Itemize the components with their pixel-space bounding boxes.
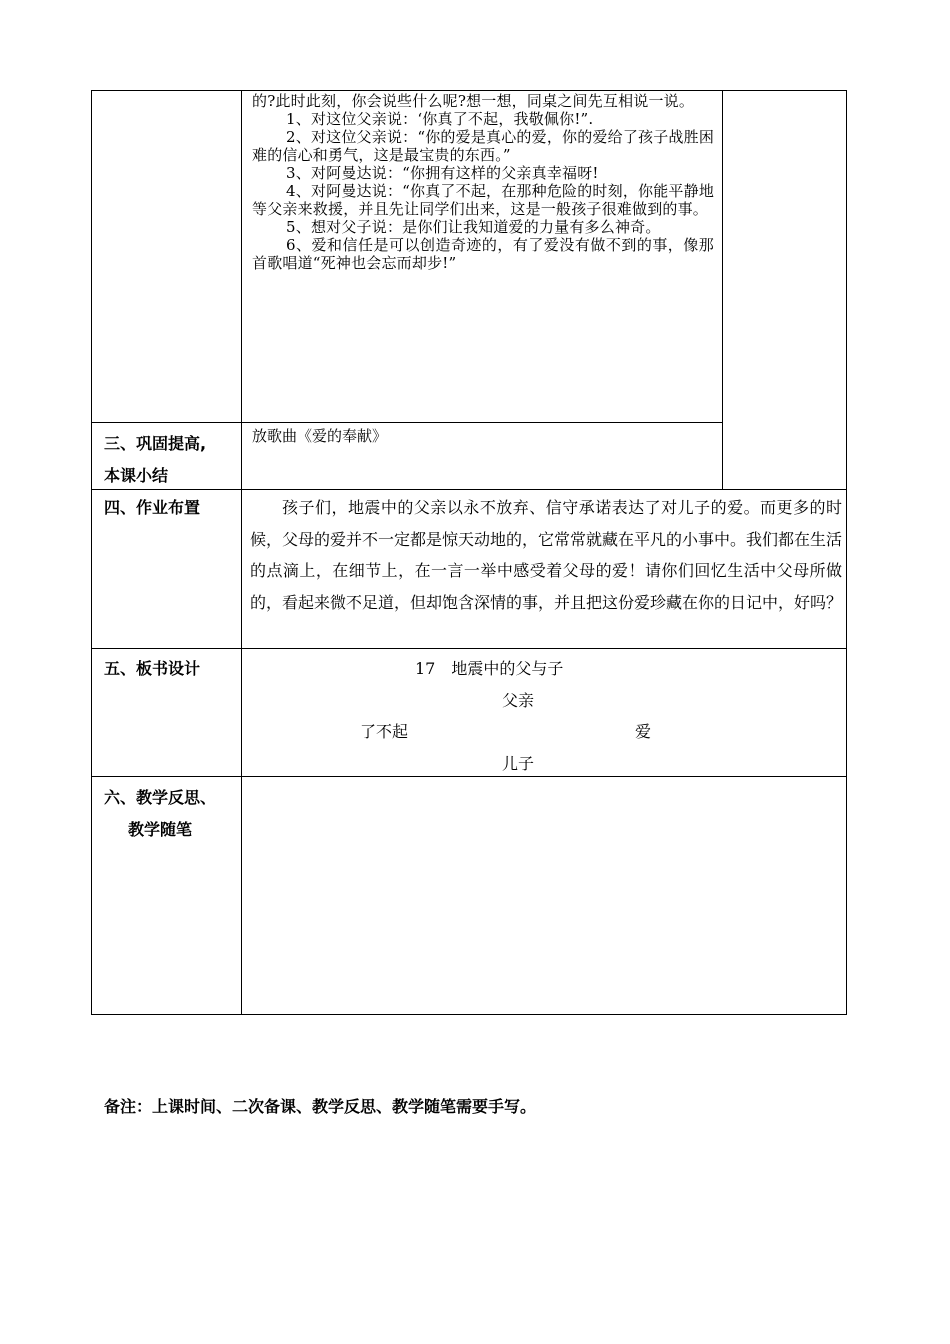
table-border-right bbox=[846, 90, 847, 1015]
label-column-divider bbox=[241, 90, 242, 1015]
table-border-left bbox=[91, 90, 92, 1015]
board-title: 17 地震中的父与子 bbox=[415, 659, 564, 678]
table-border-top bbox=[91, 90, 847, 91]
continuation-paragraph-6: 6、爱和信任是可以创造奇迹的，有了爱没有做不到的事，像那首歌唱道“死神也会忘而却步!” bbox=[252, 236, 714, 272]
continuation-paragraph-2: 2、对这位父亲说：“你的爱是真心的爱，你的爱给了孩子战胜困难的信心和勇气，这是最宝贵的东西。” bbox=[252, 128, 715, 164]
continuation-paragraph-4: 4、对阿曼达说：“你真了不起，在那种危险的时刻，你能平静地等父亲来救援，并且先让同学们出来，这是一般孩子很难做到的事。 bbox=[252, 182, 715, 218]
row-divider-4 bbox=[91, 776, 847, 777]
board-father: 父亲 bbox=[502, 691, 535, 710]
continuation-paragraph-3: 3、对阿曼达说：“你拥有这样的父亲真幸福呀! bbox=[286, 164, 599, 182]
row-divider-2 bbox=[91, 489, 847, 490]
section6-label-line2: 教学随笔 bbox=[128, 820, 193, 839]
section3-label-line2: 本课小结 bbox=[104, 466, 169, 485]
continuation-paragraph-5: 5、想对父子说：是你们让我知道爱的力量有多么神奇。 bbox=[286, 218, 661, 236]
inner-box-right-border bbox=[722, 90, 723, 490]
continuation-text bbox=[252, 92, 714, 272]
section4-content: 孩子们，地震中的父亲以永不放弃、信守承诺表达了对儿子的爱。而更多的时候，父母的爱并不一定都是惊天动地的，它常常就藏在平凡的小事中。我们都在生活的点滴上，在细节上，在一言一举中感受着父母的爱！请你们回忆生活中父母所做的，看起来微不足道，但却饱含深情的事，并且把这份爱珍藏在你的日记中，好吗？ bbox=[250, 498, 843, 612]
continuation-paragraph-1: 1、对这位父亲说：‘你真了不起，我敬佩你!”. bbox=[286, 110, 594, 128]
table-border-bottom bbox=[91, 1014, 847, 1015]
continuation-paragraph-0: 的?此时此刻，你会说些什么呢?想一想，同桌之间先互相说一说。 bbox=[252, 92, 695, 110]
board-left-word: 了不起 bbox=[360, 722, 409, 741]
board-son: 儿子 bbox=[502, 754, 535, 773]
section5-label: 五、板书设计 bbox=[104, 659, 201, 678]
section4-label: 四、作业布置 bbox=[104, 498, 201, 517]
section3-label-line1: 三、巩固提高, bbox=[104, 434, 207, 453]
row-divider-1 bbox=[91, 422, 723, 423]
section3-content: 放歌曲《爱的奉献》 bbox=[252, 427, 388, 445]
footnote: 备注：上课时间、二次备课、教学反思、教学随笔需要手写。 bbox=[104, 1097, 537, 1116]
section6-label-line1: 六、教学反思、 bbox=[104, 788, 217, 807]
board-right-word: 爱 bbox=[635, 722, 652, 741]
row-divider-3 bbox=[91, 648, 847, 649]
